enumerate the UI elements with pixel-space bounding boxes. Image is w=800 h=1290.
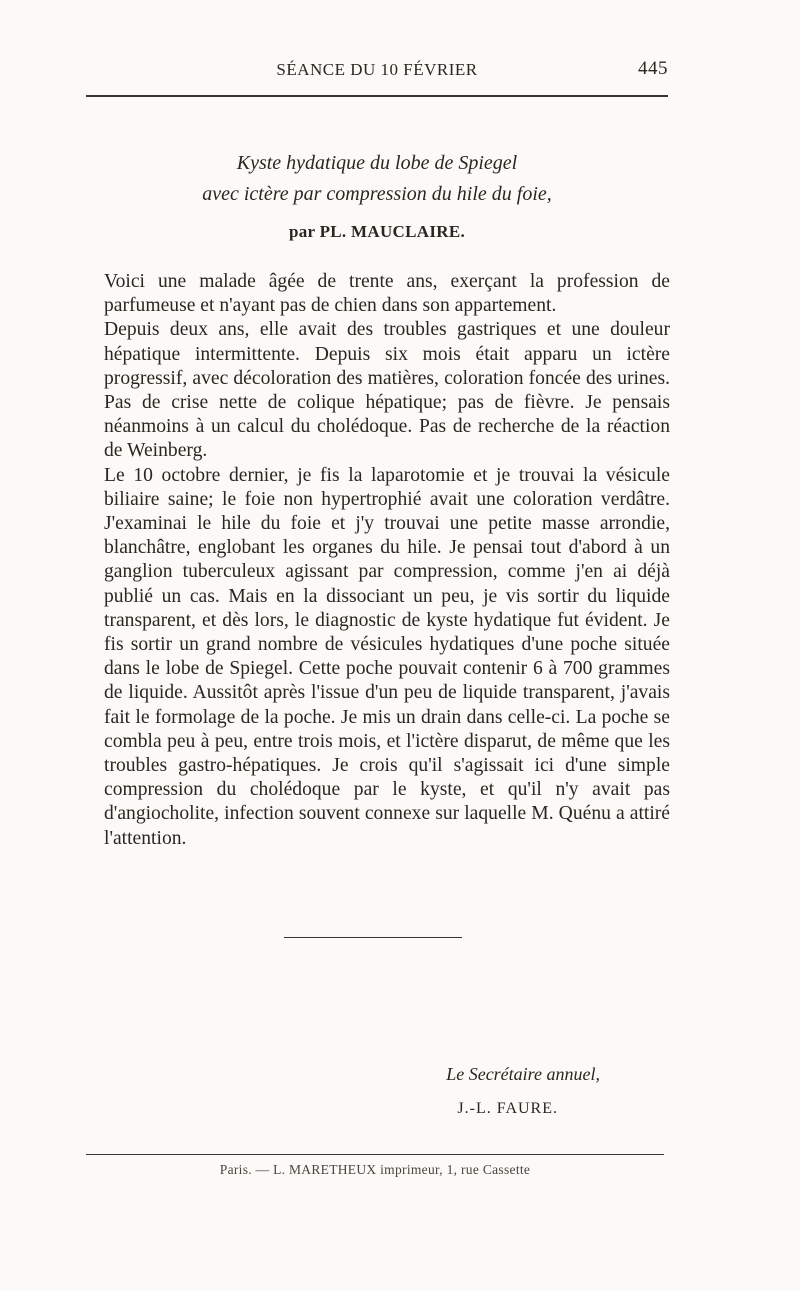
- article-title: [86, 148, 668, 210]
- signoff-role: Le Secrétaire annuel,: [446, 1064, 600, 1084]
- article-body: [104, 270, 670, 851]
- running-head-title: SÉANCE DU 10 FÉVRIER: [276, 60, 478, 79]
- article-title-line-1: Kyste hydatique du lobe de Spiegel: [236, 152, 518, 174]
- paragraph: Voici une malade âgée de trente ans, exerçant la profession de parfumeuse et n'ayant pas de chien dans son appartement.: [104, 271, 670, 317]
- article-title-line-2: avec ictère par compression du hile du foie,: [202, 183, 552, 205]
- article-author: par PL. MAUCLAIRE.: [288, 222, 466, 241]
- printer-imprint: Paris. — L. MARETHEUX imprimeur, 1, rue Cassette: [219, 1162, 531, 1177]
- section-divider: [284, 937, 462, 938]
- signoff-name: J.-L. FAURE.: [457, 1100, 558, 1117]
- header-rule: [86, 95, 668, 97]
- footer-rule: [86, 1154, 664, 1155]
- paragraph: Depuis deux ans, elle avait des troubles gastriques et une douleur hépatique intermittente. Depuis six mois était apparu un ictère progressif, avec décoloration des matières, coloration foncée des urines. Pas de crise nette de colique hépatique; pas de fièvre. Je pensais néanmoins à un calcul du cholédoque. Pas de recherche de la réaction de Weinberg.: [104, 319, 670, 462]
- page-number: 445: [638, 58, 668, 79]
- running-head: [86, 56, 668, 86]
- paragraph: Le 10 octobre dernier, je fis la laparotomie et je trouvai la vésicule biliaire saine; le foie non hypertrophié avait une coloration verdâtre. J'examinai le hile du foie et j'y trouvai une petite masse arrondie, blanchâtre, englobant les organes du hile. Je pensai tout d'abord à un ganglion tuberculeux agissant par compression, comme j'en ai déjà publié un cas. Mais en la dissociant un peu, je vis sortir du liquide transparent, et dès lors, le diagnostic de kyste hydatique fut évident. Je fis sortir un grand nombre de vésicules hydatiques d'une poche située dans le lobe de Spiegel. Cette poche pouvait contenir 6 à 700 grammes de liquide. Aussitôt après l'issue d'un peu de liquide transparent, j'avais fait le formolage de la poche. Je mis un drain dans celle-ci. La poche se combla peu à peu, entre trois mois, et l'ictère disparut, de même que les troubles gastro-hépatiques. Je crois qu'il s'agissait ici d'une simple compression du cholédoque par le kyste, et qu'il n'y avait pas d'angiocholite, infection souvent connexe sur laquelle M. Quénu a attiré l'attention.: [104, 464, 670, 849]
